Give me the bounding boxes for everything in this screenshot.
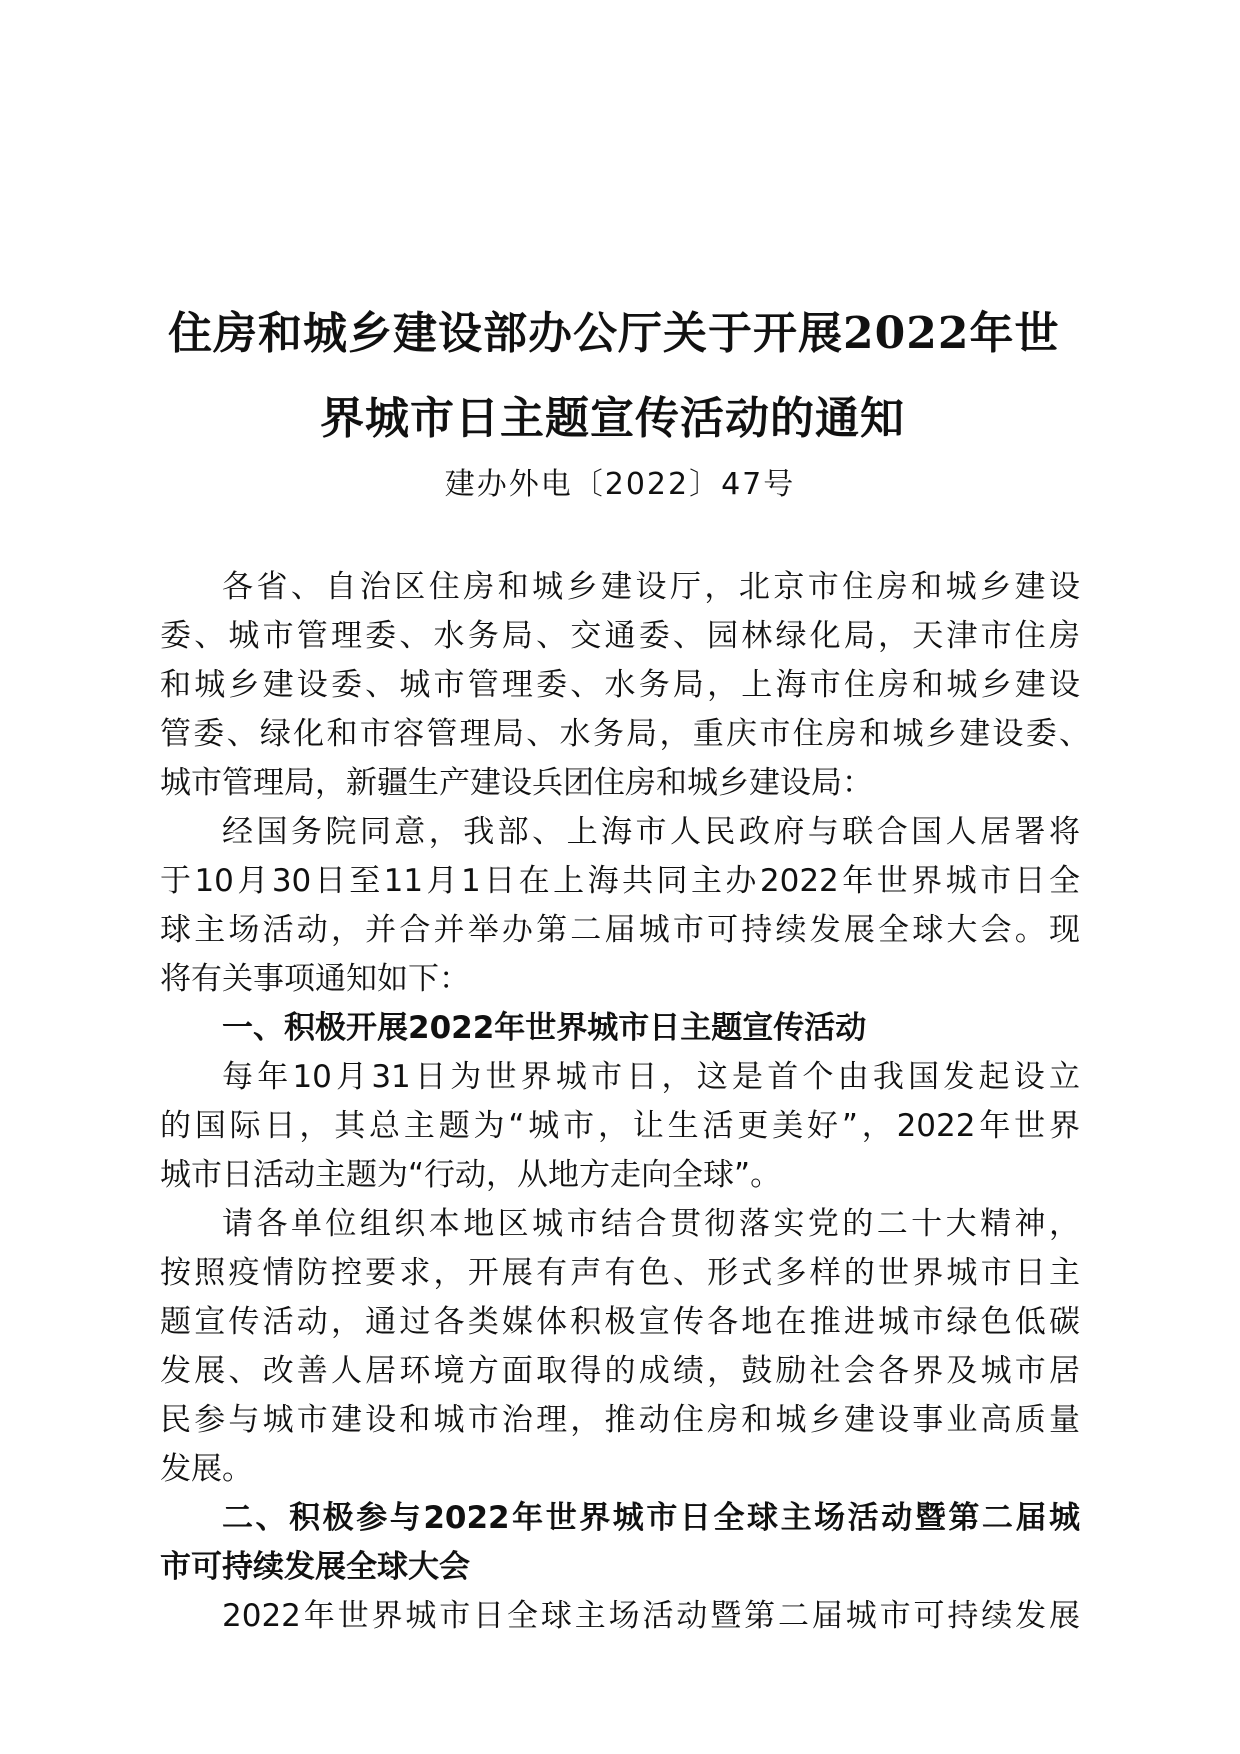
paragraph-line: 的国际日，其总主题为“城市，让生活更美好”，2022年世界 [160,1108,1080,1144]
document-number: 建办外电〔2022〕47号 [444,467,796,502]
document-title-line-2: 界城市日主题宣传活动的通知 [320,393,905,444]
paragraph-line: 委、城市管理委、水务局、交通委、园林绿化局，天津市住房 [160,618,1080,654]
paragraph-line: 于10月30日至11月1日在上海共同主办2022年世界城市日全 [160,863,1080,899]
section-heading-2: 二、积极参与2022年世界城市日全球主场活动暨第二届城 [222,1500,1080,1536]
section-heading-1: 一、积极开展2022年世界城市日主题宣传活动 [222,1010,867,1046]
paragraph-line: 2022年世界城市日全球主场活动暨第二届城市可持续发展 [222,1598,1080,1634]
paragraph-line: 城市管理局，新疆生产建设兵团住房和城乡建设局： [160,765,873,801]
paragraph-line: 球主场活动，并合并举办第二届城市可持续发展全球大会。现 [160,912,1080,948]
paragraph-line: 请各单位组织本地区城市结合贯彻落实党的二十大精神， [222,1206,1080,1242]
paragraph-line: 和城乡建设委、城市管理委、水务局，上海市住房和城乡建设 [160,667,1080,703]
paragraph-line: 城市日活动主题为“行动，从地方走向全球”。 [160,1157,782,1193]
paragraph-line: 管委、绿化和市容管理局、水务局，重庆市住房和城乡建设委、 [160,716,1090,752]
document-title-line-1: 住房和城乡建设部办公厅关于开展2022年世 [168,308,1060,359]
paragraph-line: 民参与城市建设和城市治理，推动住房和城乡建设事业高质量 [160,1402,1080,1438]
paragraph-line: 经国务院同意，我部、上海市人民政府与联合国人居署将 [222,814,1080,850]
paragraph-line: 题宣传活动，通过各类媒体积极宣传各地在推进城市绿色低碳 [160,1304,1080,1340]
paragraph-line: 发展。 [160,1451,253,1487]
paragraph-line: 各省、自治区住房和城乡建设厅，北京市住房和城乡建设 [222,569,1080,605]
paragraph-line: 每年10月31日为世界城市日，这是首个由我国发起设立 [222,1059,1080,1095]
paragraph-line: 将有关事项通知如下： [160,961,470,997]
paragraph-line: 发展、改善人居环境方面取得的成绩，鼓励社会各界及城市居 [160,1353,1080,1389]
paragraph-line: 按照疫情防控要求，开展有声有色、形式多样的世界城市日主 [160,1255,1080,1291]
section-heading-2-continued: 市可持续发展全球大会 [160,1549,470,1585]
